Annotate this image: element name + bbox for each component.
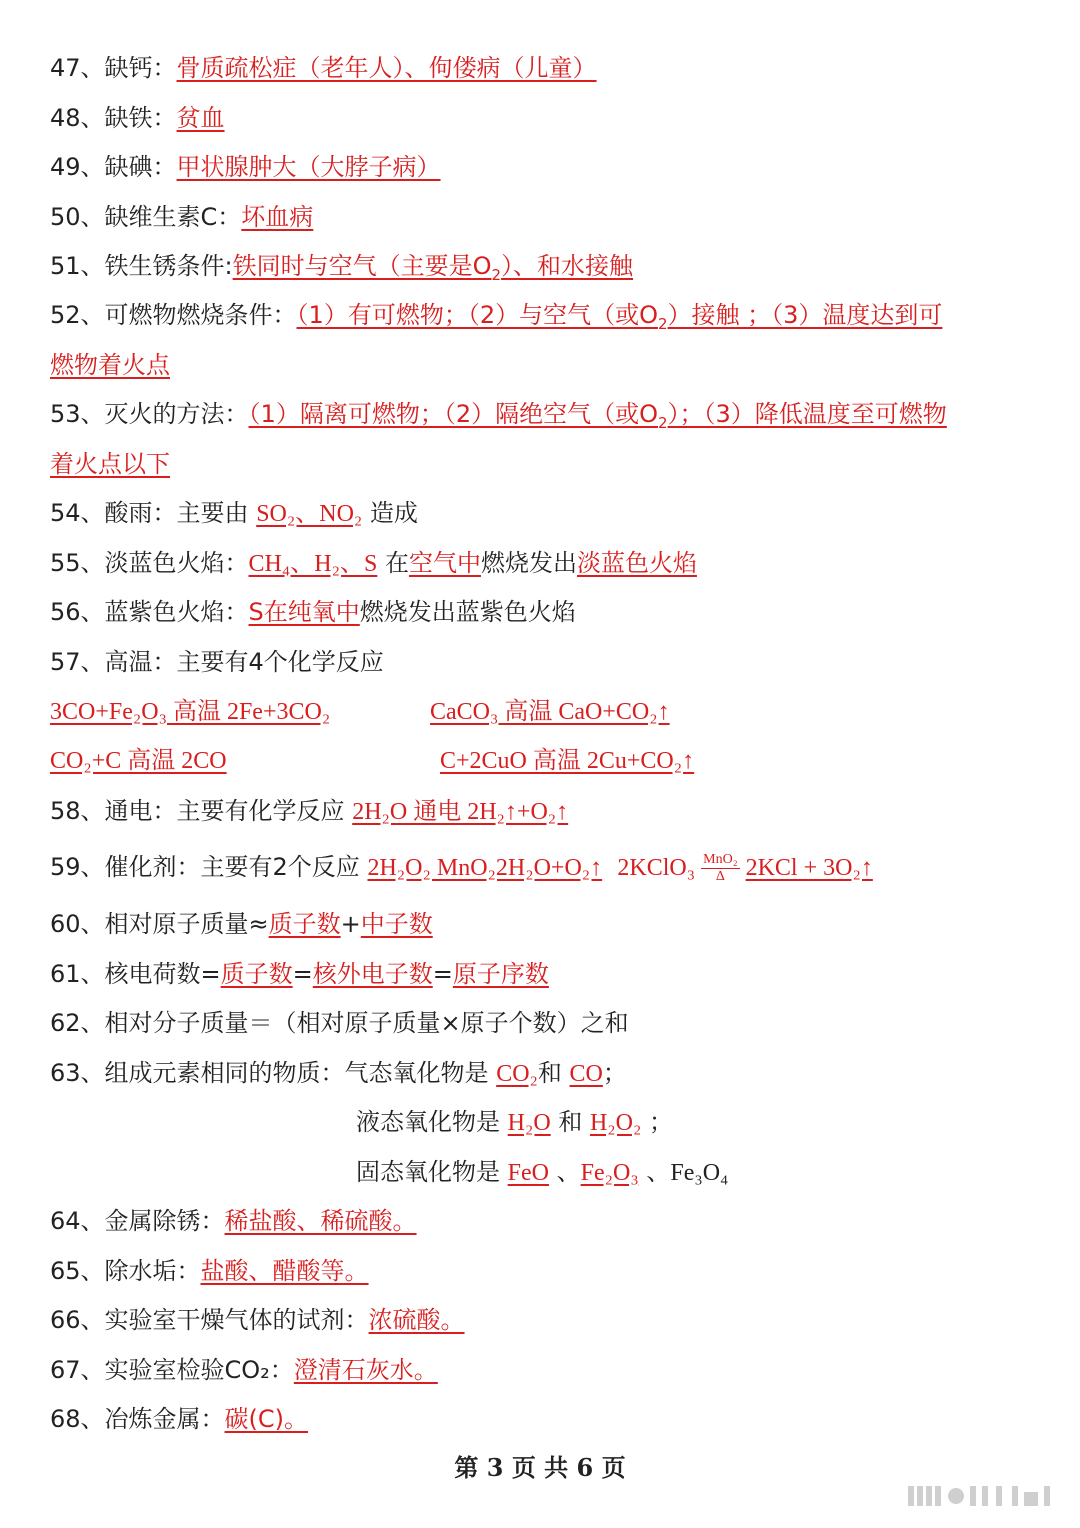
item-49-question: 49、缺碘： — [50, 153, 177, 181]
catalyst-label: MnO₂ — [703, 851, 738, 867]
item-61-answer-2: 核外电子数 — [312, 960, 433, 988]
item-64 — [50, 1204, 1040, 1238]
item-55-text-2: 燃烧发出 — [480, 549, 577, 577]
item-58-answer: 2H₂O 通电 2H₂↑+O₂↑ — [352, 799, 569, 825]
item-59-answer-3: 2KCl + 3O₂↑ — [745, 855, 873, 881]
item-65-question: 65、除水垢： — [50, 1257, 201, 1285]
item-53-answer-cont: 着火点以下 — [50, 450, 170, 478]
item-55-question: 55、淡蓝色火焰： — [50, 549, 249, 577]
item-55-answer-3: 淡蓝色火焰 — [576, 549, 697, 577]
item-59-answer-2: 2KClO₃ — [617, 855, 696, 881]
item-55-answer-2: 空气中 — [408, 549, 481, 577]
item-68-question: 68、冶炼金属： — [50, 1405, 225, 1433]
item-53 — [50, 397, 1040, 431]
item-52-answer: （1）有可燃物；（2）与空气（或$O_2$）接触 ；（3）温度达到可 — [296, 301, 943, 333]
item-47-question: 47、缺钙： — [50, 54, 177, 82]
item-54-tail: 造成 — [369, 499, 418, 527]
item-58 — [50, 794, 1040, 829]
item-56-tail: 燃烧发出蓝紫色火焰 — [359, 598, 576, 626]
item-56-answer: S在纯氧中 — [248, 598, 360, 626]
item-61-question: 61、核电荷数= — [50, 960, 221, 988]
item-67-answer: 澄清石灰水。 — [293, 1356, 438, 1384]
item-48-answer: 贫血 — [176, 104, 225, 132]
item-63-answer-1: CO₂ — [496, 1061, 538, 1087]
liquid-semicolon: ； — [649, 1108, 673, 1136]
item-54-question: 54、酸雨：主要由 — [50, 499, 249, 527]
item-61-eq-1: = — [292, 960, 313, 988]
item-57-reactions-row-1 — [50, 695, 1040, 729]
item-53-question: 53、灭火的方法： — [50, 400, 249, 428]
item-57-reactions-row-2 — [50, 744, 1040, 778]
item-61-eq-2: = — [432, 960, 453, 988]
item-64-question: 64、金属除锈： — [50, 1207, 225, 1235]
item-54-answer: SO₂、NO₂ — [256, 501, 363, 527]
item-52 — [50, 298, 1040, 332]
solid-oxide-3: 、Fe₃O₄ — [646, 1160, 729, 1186]
item-52-answer-cont: 燃物着火点 — [50, 351, 170, 379]
item-51 — [50, 249, 1040, 283]
item-57 — [50, 645, 1040, 679]
item-66-question: 66、实验室干燥气体的试剂： — [50, 1306, 369, 1334]
item-61-answer-3: 原子序数 — [452, 960, 549, 988]
solid-oxide-1: FeO — [507, 1160, 549, 1186]
item-60-plus: + — [340, 910, 361, 938]
item-47-answer: 骨质疏松症（老年人）、佝偻病（儿童） — [176, 54, 597, 82]
liquid-oxide-label: 液态氧化物是 — [356, 1108, 500, 1136]
item-56 — [50, 595, 1040, 629]
item-63-solid — [356, 1155, 1040, 1190]
reaction-4: C+2CuO 高温 2Cu+CO₂↑ — [440, 748, 695, 774]
item-65-answer: 盐酸、醋酸等。 — [200, 1257, 369, 1285]
solid-oxide-2: Fe₂O₃ — [580, 1160, 639, 1186]
item-50 — [50, 200, 1040, 234]
item-60-answer-1: 质子数 — [268, 910, 341, 938]
item-49-answer: 甲状腺肿大（大脖子病） — [176, 153, 441, 181]
item-59 — [50, 847, 1040, 888]
liquid-oxide-1: H₂O — [507, 1110, 551, 1136]
item-65 — [50, 1254, 1040, 1288]
item-55-answer-1: CH₄、H₂、S — [248, 551, 378, 577]
item-60-question: 60、相对原子质量≈ — [50, 910, 269, 938]
item-60-answer-2: 中子数 — [360, 910, 433, 938]
item-63-answer-2: CO — [569, 1061, 603, 1087]
item-48 — [50, 101, 1040, 135]
item-59-answer-1: 2H₂O₂ MnO₂2H₂O+O₂↑ — [367, 855, 603, 881]
reaction-3: CO₂+C 高温 2CO — [50, 748, 227, 774]
item-63-semicolon: ； — [602, 1059, 627, 1087]
item-67 — [50, 1353, 1040, 1387]
item-58-question: 58、通电：主要有化学反应 — [50, 797, 345, 825]
item-62 — [50, 1006, 1040, 1040]
item-63-and: 和 — [537, 1059, 562, 1087]
item-55-text-1: 在 — [384, 549, 409, 577]
item-64-answer: 稀盐酸、稀硫酸。 — [224, 1207, 417, 1235]
item-52-cont — [50, 348, 1040, 382]
item-53-cont — [50, 447, 1040, 481]
item-63 — [50, 1056, 1040, 1091]
item-53-answer: （1）隔离可燃物；（2）隔绝空气（或$O_2$）；（3）降低温度至可燃物 — [248, 400, 947, 432]
liquid-oxide-2: H₂O₂ — [589, 1110, 642, 1136]
item-49 — [50, 150, 1040, 184]
item-63-liquid — [356, 1105, 1040, 1140]
page-number: 第 3 页 共 6 页 — [454, 1453, 626, 1482]
item-52-question: 52、可燃物燃烧条件： — [50, 301, 297, 329]
item-68-answer: 碳(C)。 — [224, 1405, 309, 1433]
catalyst-fraction — [701, 852, 739, 885]
item-54 — [50, 496, 1040, 531]
item-66-answer: 浓硫酸。 — [368, 1306, 465, 1334]
item-55 — [50, 546, 1040, 581]
item-51-answer: 铁同时与空气（主要是$O_2$）、和水接触 — [232, 252, 634, 284]
item-59-question: 59、催化剂：主要有2个反应 — [50, 853, 360, 881]
item-61-answer-1: 质子数 — [220, 960, 293, 988]
item-51-question: 51、铁生锈条件: — [50, 252, 233, 280]
reaction-1: 3CO+Fe₂O₃ 高温 2Fe+3CO₂ — [50, 699, 331, 725]
solid-sep: 、 — [556, 1158, 581, 1186]
watermark-icon — [908, 1478, 1058, 1512]
liquid-and: 和 — [558, 1108, 583, 1136]
item-63-question: 63、组成元素相同的物质：气态氧化物是 — [50, 1059, 489, 1087]
item-66 — [50, 1303, 1040, 1337]
item-47 — [50, 51, 1040, 85]
item-61 — [50, 957, 1040, 991]
reaction-2: CaCO₃ 高温 CaO+CO₂↑ — [430, 699, 670, 725]
item-68 — [50, 1402, 1040, 1436]
heat-symbol: Δ — [715, 868, 725, 884]
item-48-question: 48、缺铁： — [50, 104, 177, 132]
item-67-question: 67、实验室检验CO₂： — [50, 1356, 294, 1384]
item-60 — [50, 907, 1040, 941]
item-56-question: 56、蓝紫色火焰： — [50, 598, 249, 626]
item-50-answer: 坏血病 — [241, 203, 314, 231]
solid-oxide-label: 固态氧化物是 — [356, 1158, 500, 1186]
item-50-question: 50、缺维生素C： — [50, 203, 242, 231]
item-62-text: 62、相对分子质量＝（相对原子质量×原子个数）之和 — [50, 1009, 629, 1037]
item-57-question: 57、高温：主要有4个化学反应 — [50, 648, 384, 676]
